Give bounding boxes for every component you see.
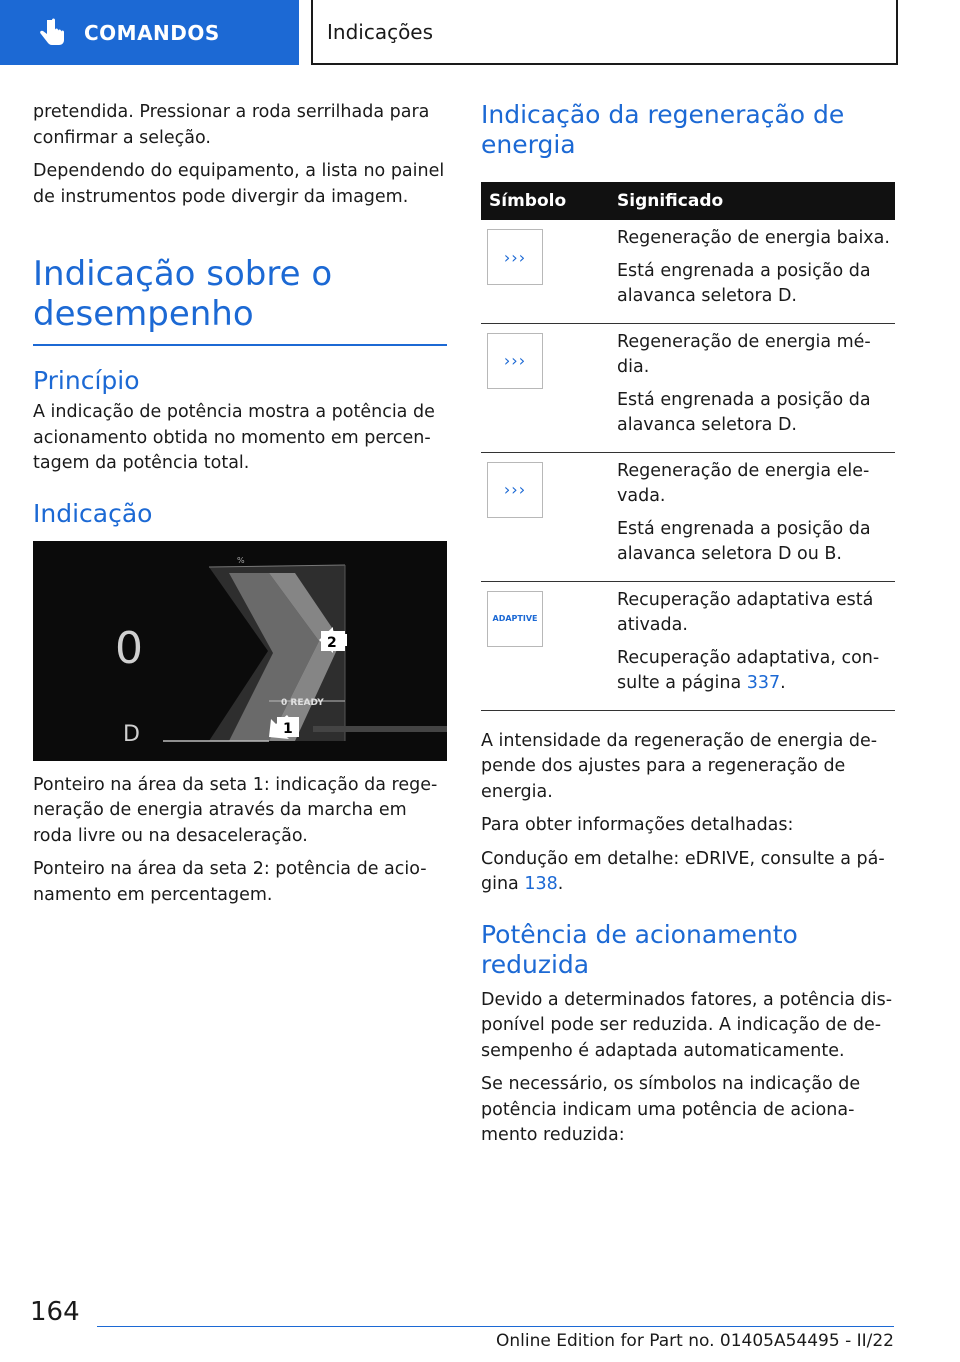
table-row	[481, 581, 895, 710]
chapter-tab	[311, 0, 898, 65]
hand-pointer-icon	[38, 18, 66, 48]
callout-label-2: 2	[327, 634, 337, 651]
gear-indicator: D	[123, 721, 140, 747]
paragraph: Devido a determinados fatores, a potência dis-ponível pode ser reduzida. A indicação de de-sempenho é adaptada automaticamente.	[481, 989, 893, 1061]
paragraph: Dependendo do equipamento, a lista no painel de instrumentos pode divergir da imagem.	[33, 161, 445, 207]
cluster-illustration	[33, 541, 447, 761]
row-text: Recuperação adaptativa está ativada.	[617, 589, 874, 635]
paragraph: pretendida. Pressionar a roda serrilhada para confirmar a seleção.	[33, 102, 430, 148]
row-text-tail: .	[780, 673, 786, 693]
percent-label: %	[237, 555, 245, 565]
left-column	[33, 100, 447, 916]
paragraph: A intensidade da regeneração de energia de-pende dos ajustes para a regeneração de energia.	[481, 730, 878, 802]
paragraph-tail: .	[557, 874, 564, 894]
principio-heading: Princípio	[33, 366, 140, 395]
speed-readout: 0	[115, 622, 143, 674]
paragraph-part: Condução em detalhe: eDRIVE, consulte a pá-gina	[481, 848, 885, 894]
page-link-337[interactable]: 337	[746, 673, 781, 693]
paragraph: Para obter informações detalhadas:	[481, 815, 794, 835]
chapter-title: Indicações	[327, 19, 434, 44]
row-text: Está engrenada a posição da alavanca seletora D.	[617, 389, 871, 435]
page-number: 164	[30, 1297, 80, 1327]
table-row	[481, 452, 895, 581]
edition-text: Online Edition for Part no. 01405A54495 - II/22	[495, 1331, 894, 1351]
table-row	[481, 220, 895, 323]
caption: Ponteiro na área da seta 2: potência de acio-namento em percentagem.	[33, 859, 427, 905]
adaptive-recuperation-icon: ADAPTIVE	[487, 591, 543, 647]
ready-label: 0 READY	[281, 697, 324, 708]
heading-rule	[33, 344, 447, 346]
indicacao-heading: Indicação	[33, 498, 153, 528]
caption: Ponteiro na área da seta 1: indicação da rege-neração de energia através da marcha em roda livre ou na desaceleração.	[33, 774, 438, 846]
regen-high-icon: ›››	[487, 462, 543, 518]
paragraph: Se necessário, os símbolos na indicação de potência indicam uma potência de aciona-mento reduzida:	[481, 1074, 861, 1145]
regen-medium-icon: ›››	[487, 333, 543, 389]
reduced-power-heading: Potência de acionamento reduzida	[481, 919, 798, 979]
paragraph	[481, 847, 895, 898]
section-title: COMANDOS	[84, 20, 220, 45]
row-text: Regeneração de energia ele-vada.	[617, 460, 870, 506]
symbol-table	[481, 182, 895, 711]
table-row	[481, 323, 895, 452]
section-tab	[0, 0, 299, 65]
footer-rule	[97, 1326, 894, 1327]
performance-display-figure	[33, 541, 447, 761]
principio-text: A indicação de potência mostra a potência de acionamento obtida no momento em percen-tagem da potência total.	[33, 402, 435, 473]
row-text	[617, 646, 895, 697]
row-text: Está engrenada a posição da alavanca seletora D.	[617, 260, 871, 306]
row-text: Regeneração de energia mé-dia.	[617, 331, 871, 377]
right-column	[481, 100, 895, 1157]
table-header-meaning: Significado	[617, 182, 895, 220]
regen-low-icon: ›››	[487, 229, 543, 285]
main-heading: Indicação sobre o desempenho	[33, 254, 333, 334]
row-text: Está engrenada a posição da alavanca seletora D ou B.	[617, 518, 871, 564]
page-link-138[interactable]: 138	[524, 874, 558, 894]
row-text: Regeneração de energia baixa.	[617, 228, 890, 248]
row-text-part: Recuperação adaptativa, con-sulte a página	[617, 647, 880, 693]
regeneration-heading: Indicação da regeneração de energia	[481, 100, 845, 159]
table-header-symbol: Símbolo	[481, 182, 617, 220]
callout-label-1: 1	[283, 720, 293, 737]
